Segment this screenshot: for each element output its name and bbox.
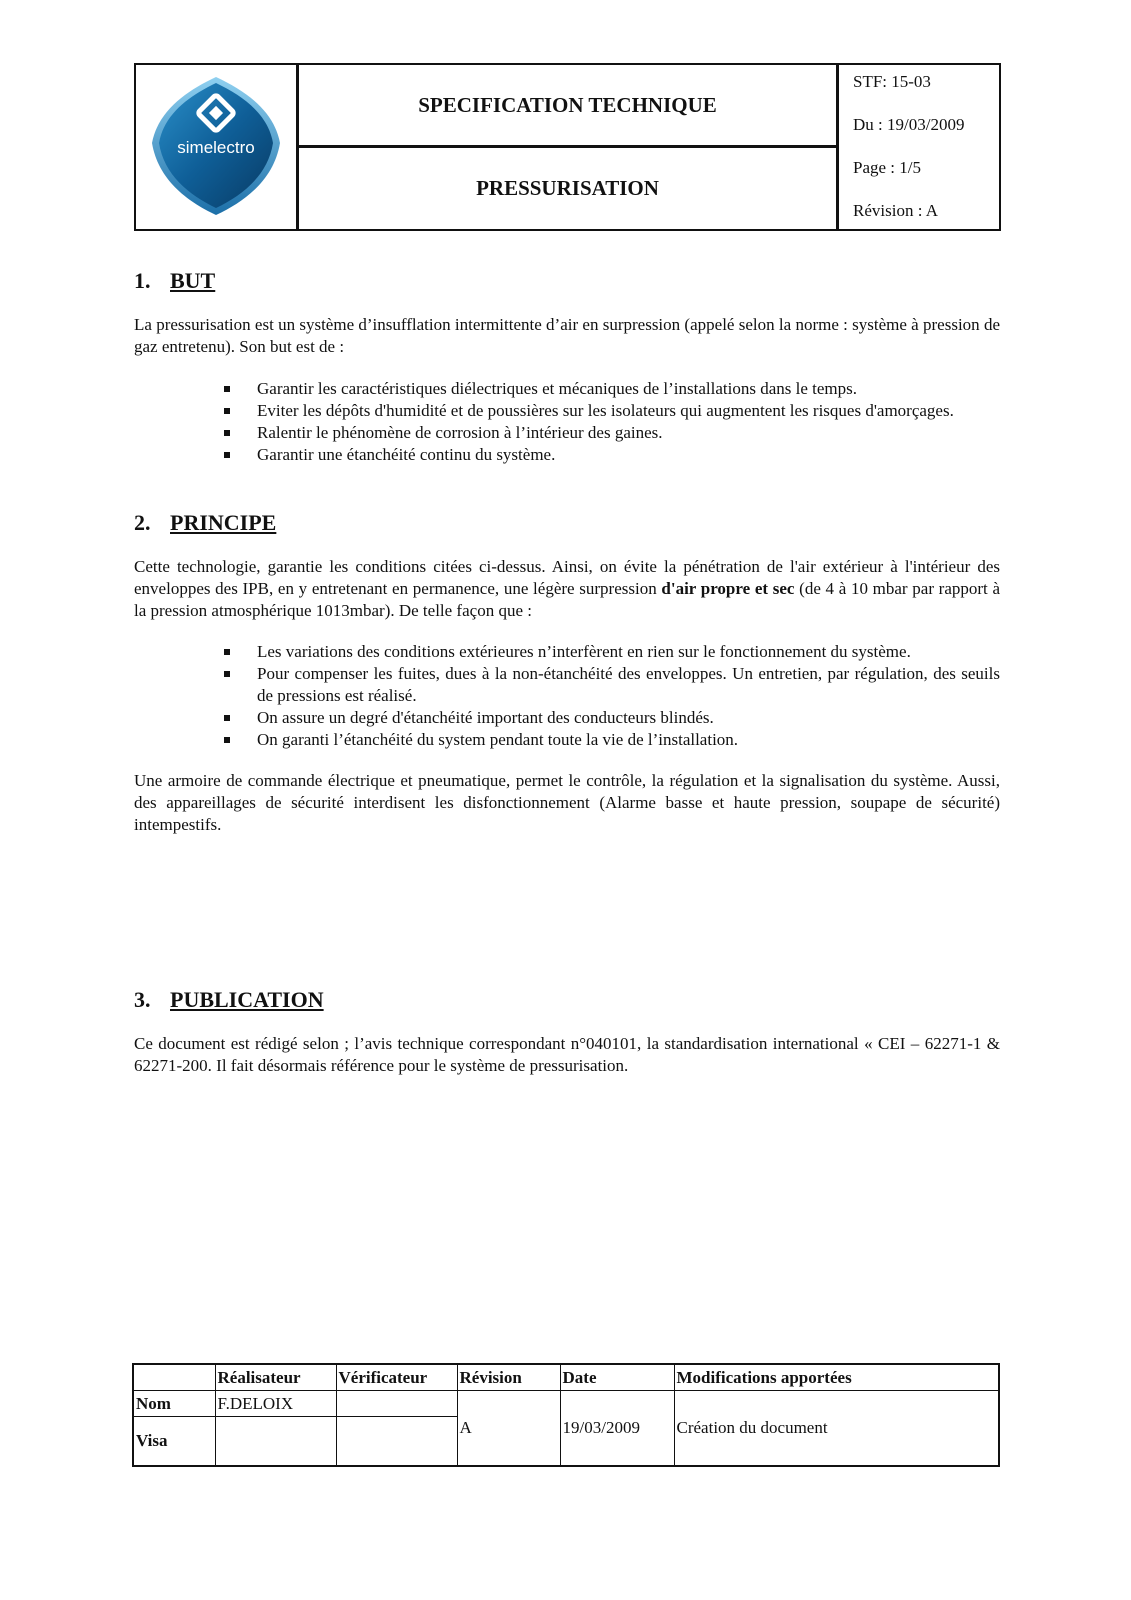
list-item (224, 400, 1000, 422)
section2-bullet-list (224, 641, 1000, 751)
section1-intro: La pressurisation est un système d’insufflation intermittente d’air en surpression (appelé selon la norme : système à pression de gaz entretenu). Son but est de : (134, 315, 1000, 356)
intro-text: Cette technologie, garantie les conditions citées ci-dessus. Ainsi, on évite la pénétration de l'air extérieur à l'intérieur des enveloppes des IPB, en y entretenant en permanence, une légère surpression (134, 557, 1000, 598)
list-item-text: Eviter les dépôts d'humidité et de poussières sur les isolateurs qui augmentent les risques d'amorçages. (257, 401, 954, 420)
section-number: 3. (134, 987, 151, 1012)
list-item-text: On assure un degré d'étanchéité important des conducteurs blindés. (257, 708, 714, 727)
list-item (224, 422, 1000, 444)
section1-bullet-list (224, 378, 1000, 466)
document-header (134, 63, 1001, 231)
section-number: 2. (134, 510, 151, 535)
list-item (224, 641, 1000, 663)
list-item (224, 378, 1000, 400)
table-header-cell: Révision (457, 1364, 560, 1391)
table-header-cell (133, 1364, 215, 1391)
revision-value: A (457, 1391, 560, 1467)
realisateur-visa (215, 1417, 336, 1467)
table-header-cell: Réalisateur (215, 1364, 336, 1391)
bullet-square-icon (224, 737, 230, 743)
verificateur-name (336, 1391, 457, 1417)
list-item-text: Pour compenser les fuites, dues à la non-étanchéité des enveloppes. Un entretien, par régulation, des seuils de pressions est réalisé. (257, 664, 1000, 705)
logo-cell (136, 65, 299, 229)
doc-subject-title: PRESSURISATION (476, 176, 659, 200)
simelectro-logo (146, 71, 286, 221)
section2-outro: Une armoire de commande électrique et pneumatique, permet le contrôle, la régulation et la signalisation du système. Aussi, des appareillages de sécurité interdisent les disfonctionnement (Alarme basse et haute pression, soupape de sécurité) intempestifs. (134, 771, 1000, 834)
doc-type-title: SPECIFICATION TECHNIQUE (299, 65, 836, 148)
list-item (224, 707, 1000, 729)
verificateur-visa (336, 1417, 457, 1467)
table-header-row (133, 1364, 999, 1391)
section-heading-but (134, 268, 215, 294)
intro-text-end: (de 4 à 10 mbar par rapport à la pression atmosphérique 1013mbar). De telle façon que : (134, 579, 1001, 620)
list-item-text: Les variations des conditions extérieures n’interfèrent en rien sur le fonctionnement du système. (257, 642, 911, 661)
page-number: Page : 1/5 (853, 158, 921, 177)
logo-text: simelectro (177, 138, 255, 157)
bullet-square-icon (224, 408, 230, 414)
revision: Révision : A (853, 201, 939, 220)
modifications-value: Création du document (674, 1391, 999, 1467)
title-cell (299, 65, 836, 229)
bullet-square-icon (224, 386, 230, 392)
row-label-nom: Nom (133, 1391, 215, 1417)
bullet-square-icon (224, 715, 230, 721)
table-header-cell: Modifications apportées (674, 1364, 999, 1391)
list-item (224, 663, 1000, 707)
bullet-square-icon (224, 430, 230, 436)
section3-text: Ce document est rédigé selon ; l’avis technique correspondant n°040101, la standardisation international « CEI – 62271-1 & 62271-200. Il fait désormais référence pour le système de pressurisation. (134, 1034, 1000, 1075)
section2-intro (134, 556, 1000, 622)
section-heading-publication (134, 987, 324, 1013)
table-row (133, 1391, 999, 1417)
table-header-cell: Vérificateur (336, 1364, 457, 1391)
section-title: PUBLICATION (170, 987, 324, 1012)
doc-date: Du : 19/03/2009 (853, 115, 965, 134)
meta-cell (836, 65, 999, 229)
intro-bold-text: d'air propre et sec (661, 579, 795, 598)
list-item-text: On garanti l’étanchéité du system pendant toute la vie de l’installation. (257, 730, 739, 749)
bullet-square-icon (224, 452, 230, 458)
table-header-cell: Date (560, 1364, 674, 1391)
list-item-text: Garantir une étanchéité continu du système. (257, 445, 556, 464)
list-item (224, 729, 1000, 751)
section-heading-principe (134, 510, 276, 536)
stf-number: STF: 15-03 (853, 72, 931, 91)
section-title: BUT (170, 268, 216, 293)
realisateur-name: F.DELOIX (215, 1391, 336, 1417)
row-label-visa: Visa (133, 1417, 215, 1467)
bullet-square-icon (224, 649, 230, 655)
date-value: 19/03/2009 (560, 1391, 674, 1467)
list-item-text: Garantir les caractéristiques diélectriques et mécaniques de l’installations dans le temps. (257, 379, 857, 398)
list-item (224, 444, 1000, 466)
list-item-text: Ralentir le phénomène de corrosion à l’intérieur des gaines. (257, 423, 663, 442)
revision-table (132, 1363, 1000, 1467)
section-number: 1. (134, 268, 151, 293)
bullet-square-icon (224, 671, 230, 677)
section-title: PRINCIPE (170, 510, 277, 535)
